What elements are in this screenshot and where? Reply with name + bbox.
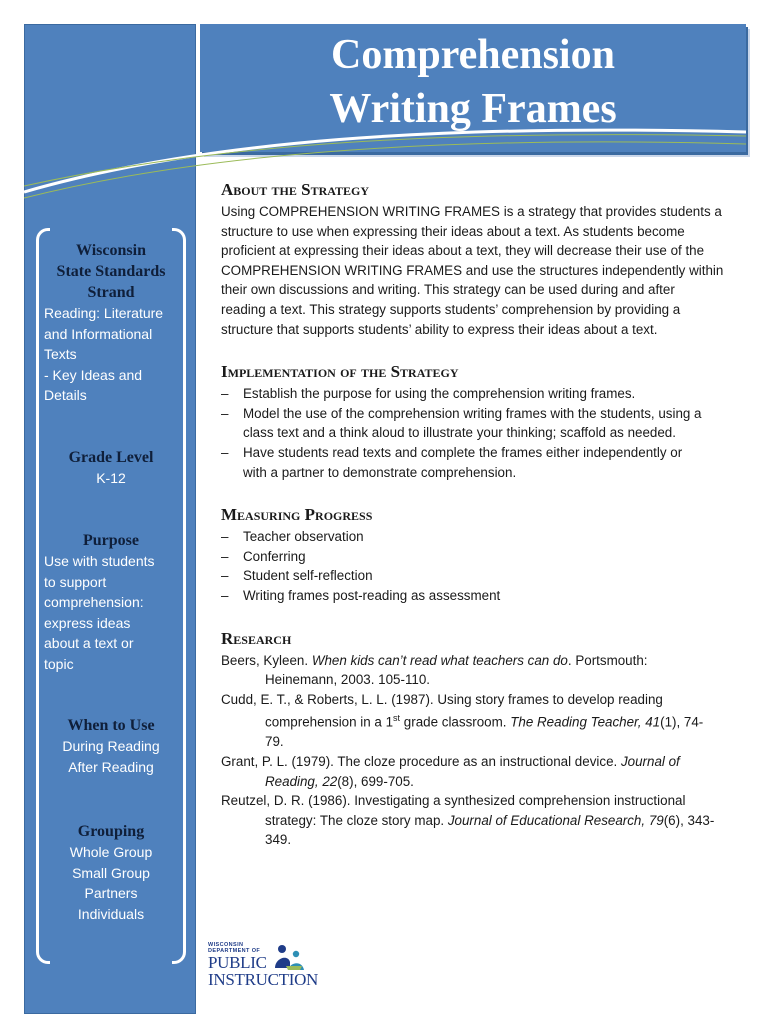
grade-level-heading: Grade Level bbox=[68, 449, 154, 466]
when-to-use-item: After Reading bbox=[68, 758, 154, 775]
grouping-section bbox=[46, 821, 176, 924]
grouping-item: Small Group bbox=[72, 864, 150, 881]
about-heading: About the Strategy bbox=[221, 180, 370, 199]
grouping-item: Individuals bbox=[77, 905, 145, 922]
list-item: – Student self-reflection bbox=[221, 566, 747, 586]
purpose-text: Use with students to support comprehension: express ideas about a text or topic bbox=[44, 553, 155, 672]
grouping-item: Partners bbox=[84, 885, 138, 901]
main-content bbox=[221, 178, 747, 850]
reference-item: Beers, Kyleen. When kids can’t read what teachers can do. Portsmouth: Heinemann, 2003. 105-110. bbox=[221, 652, 648, 688]
reference-item: Grant, P. L. (1979). The cloze procedure as an instructional device. Journal of Reading, 22(8), 699-705. bbox=[221, 753, 680, 789]
about-paragraph: Using COMPREHENSION WRITING FRAMES is a strategy that provides students a structure to use when expressing their ideas about a text. As students become proficient at expressing their ideas about a text, they will decrease their use of the COMPREHENSION WRITING FRAMES and use the structures independently within their own discussions and writing. This strategy can be used during and after reading a text. This strategy supports students’ comprehension by providing a structure that supports students’ ability to express their ideas about a text. bbox=[221, 204, 724, 337]
list-item: – Establish the purpose for using the comprehension writing frames. bbox=[221, 384, 747, 404]
reading-figures-icon bbox=[272, 944, 306, 972]
when-to-use-heading: When to Use bbox=[67, 717, 155, 734]
grade-level-value: K-12 bbox=[96, 470, 126, 486]
grade-level-section bbox=[46, 447, 176, 489]
grouping-heading: Grouping bbox=[77, 823, 145, 840]
research-heading: Research bbox=[221, 628, 292, 648]
implementation-list bbox=[221, 384, 747, 482]
standards-section bbox=[46, 240, 176, 406]
purpose-heading: Purpose bbox=[83, 532, 139, 549]
logo-instruction-text: INSTRUCTION bbox=[208, 970, 319, 989]
logo-state-text: WISCONSIN bbox=[208, 942, 244, 948]
list-item: – Writing frames post-reading as assessment bbox=[221, 586, 747, 606]
dpi-logo bbox=[208, 942, 319, 992]
list-item: – Teacher observation bbox=[221, 527, 747, 547]
standards-text: Reading: Literature and Informational Texts - Key Ideas and Details bbox=[44, 305, 164, 403]
purpose-section bbox=[46, 530, 176, 674]
page-title: Comprehension Writing Frames bbox=[329, 32, 617, 132]
progress-list bbox=[221, 527, 747, 605]
logo-public-text: PUBLIC bbox=[208, 953, 267, 972]
list-item: – Conferring bbox=[221, 547, 747, 567]
logo-department-text: DEPARTMENT OF bbox=[208, 948, 261, 954]
when-to-use-section bbox=[46, 715, 176, 777]
reference-item: Cudd, E. T., & Roberts, L. L. (1987). Using story frames to develop reading comprehension in a 1st grade classroom. The Reading Teacher, 41(1), 74- 79. bbox=[221, 691, 704, 750]
standards-heading: Wisconsin State Standards Strand bbox=[56, 242, 166, 301]
list-item: – Have students read texts and complete the frames either independently or with a partner to demonstrate comprehension. bbox=[221, 443, 747, 482]
implementation-heading: Implementation of the Strategy bbox=[221, 362, 459, 382]
grouping-list bbox=[46, 842, 176, 924]
when-to-use-list bbox=[46, 736, 176, 777]
grouping-item: Whole Group bbox=[69, 844, 153, 860]
progress-heading: Measuring Progress bbox=[221, 505, 373, 525]
when-to-use-item: During Reading bbox=[62, 738, 160, 754]
list-item: – Model the use of the comprehension writing frames with the students, using a class text and a think aloud to illustrate your thinking; scaffold as needed. bbox=[221, 404, 747, 443]
reference-item: Reutzel, D. R. (1986). Investigating a synthesized comprehension instructional strategy: The cloze story map. Journal of Educational Research, 79(6), 343- 349. bbox=[221, 793, 715, 848]
